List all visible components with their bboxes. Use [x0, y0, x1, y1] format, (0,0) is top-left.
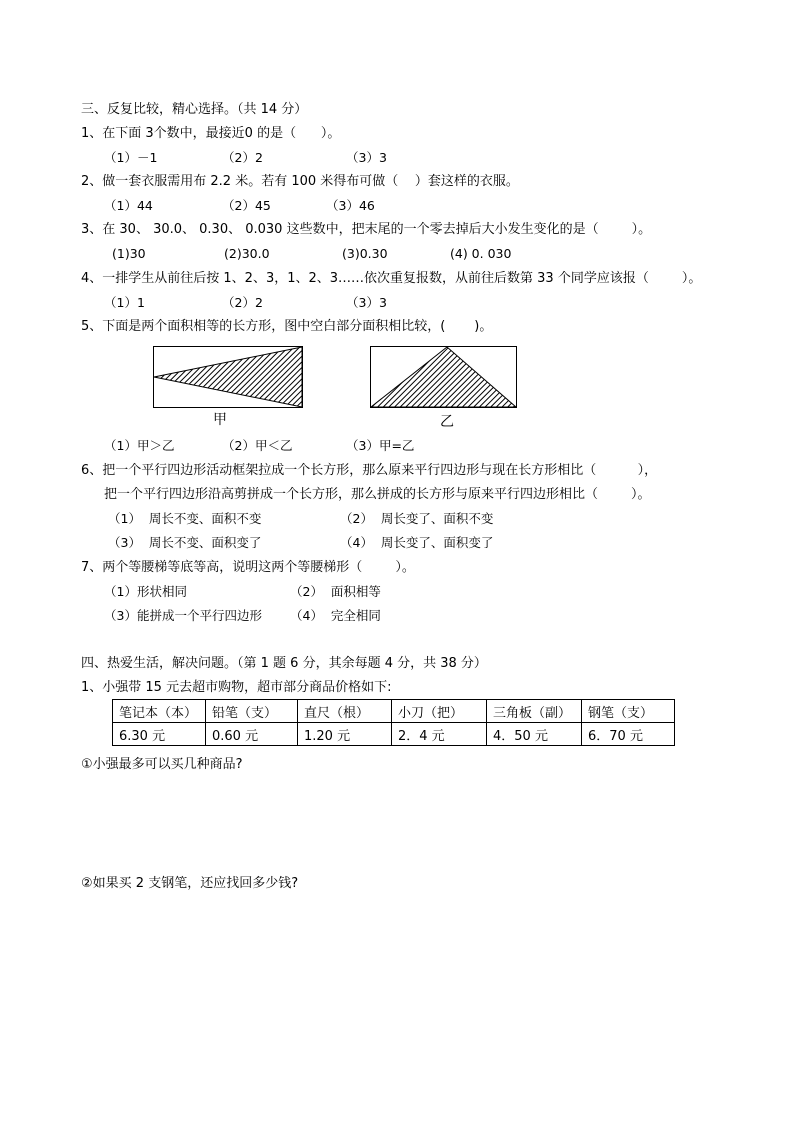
price-table — [112, 699, 675, 746]
table-header-cell: 笔记本（本） — [113, 700, 206, 723]
q3-option-3: (3)0.30 — [342, 246, 388, 261]
s4-question-1: 1、小强带 15 元去超市购物，超市部分商品价格如下: — [81, 680, 392, 695]
table-cell: 1.20 元 — [298, 723, 392, 746]
s4-q1-sub1: ①小强最多可以买几种商品? — [81, 757, 243, 772]
figure-yi — [370, 346, 517, 408]
q2-option-1: （1）44 — [104, 198, 153, 213]
q2-option-2: （2）45 — [222, 198, 271, 213]
q4-option-2: （2）2 — [222, 295, 263, 310]
question-4: 4、一排学生从前往后按 1、2、3，1、2、3……依次重复报数，从前往后数第 33 个同学应该报（ ）。 — [81, 271, 702, 286]
q3-option-4: (4) 0. 030 — [450, 246, 512, 261]
question-7: 7、两个等腰梯等底等高，说明这两个等腰梯形（ ）。 — [81, 560, 415, 575]
question-3: 3、在 30、 30.0、 0.30、 0.030 这些数中，把末尾的一个零去掉后大小发生变化的是（ ）。 — [81, 222, 652, 237]
question-6-line2: 把一个平行四边形沿高剪拼成一个长方形，那么拼成的长方形与原来平行四边形相比（ ）。 — [104, 487, 651, 502]
q4-option-3: （3）3 — [346, 295, 387, 310]
question-1: 1、在下面 3个数中，最接近0 的是（ ）。 — [81, 126, 341, 141]
table-header-cell: 直尺（根） — [298, 700, 392, 723]
table-cell: 6.30 元 — [113, 723, 206, 746]
table-header-cell: 小刀（把） — [392, 700, 487, 723]
q1-option-1: （1）－1 — [104, 150, 158, 165]
figure-jia-label: 甲 — [213, 412, 227, 428]
q5-option-3: （3）甲=乙 — [346, 438, 415, 453]
table-header-cell: 钢笔（支） — [582, 700, 675, 723]
question-5: 5、下面是两个面积相等的长方形，图中空白部分面积相比较，( )。 — [81, 319, 493, 334]
section4-heading: 四、热爱生活，解决问题。（第 1 题 6 分，其余每题 4 分，共 38 分） — [81, 656, 487, 671]
q4-option-1: （1）1 — [104, 295, 145, 310]
q1-option-2: （2）2 — [222, 150, 263, 165]
q6-option-4: （4） 周长变了、面积变了 — [340, 535, 494, 550]
table-cell: 6．70 元 — [582, 723, 675, 746]
table-cell: 2．4 元 — [392, 723, 487, 746]
figure-yi-label: 乙 — [440, 414, 454, 430]
q7-option-2: （2） 面积相等 — [290, 584, 381, 599]
q7-option-4: （4） 完全相同 — [290, 608, 381, 623]
q2-option-3: （3）46 — [326, 198, 375, 213]
q7-option-1: （1）形状相同 — [104, 584, 187, 599]
q6-option-2: （2） 周长变了、面积不变 — [340, 511, 494, 526]
q1-option-3: （3）3 — [346, 150, 387, 165]
table-row — [113, 723, 675, 746]
q6-option-1: （1） 周长不变、面积不变 — [108, 511, 262, 526]
question-6-line1: 6、把一个平行四边形活动框架拉成一个长方形，那么原来平行四边形与现在长方形相比（ ）， — [81, 463, 658, 478]
table-cell: 0.60 元 — [206, 723, 298, 746]
q5-option-1: （1）甲＞乙 — [104, 438, 175, 453]
q3-option-1: (1)30 — [112, 246, 146, 261]
question-2: 2、做一套衣服需用布 2.2 米。若有 100 米得布可做（ ）套这样的衣服。 — [81, 174, 519, 189]
q6-option-3: （3） 周长不变、面积变了 — [108, 535, 262, 550]
table-cell: 4．50 元 — [487, 723, 582, 746]
table-header-cell: 铅笔（支） — [206, 700, 298, 723]
q3-option-2: (2)30.0 — [224, 246, 270, 261]
table-header-cell: 三角板（副） — [487, 700, 582, 723]
s4-q1-sub2: ②如果买 2 支钢笔，还应找回多少钱? — [81, 876, 299, 891]
section3-heading: 三、反复比较，精心选择。（共 14 分） — [81, 102, 308, 117]
q7-option-3: （3）能拼成一个平行四边形 — [104, 608, 262, 623]
table-header-row — [113, 700, 675, 723]
q5-option-2: （2）甲＜乙 — [222, 438, 293, 453]
figure-jia — [153, 346, 303, 408]
